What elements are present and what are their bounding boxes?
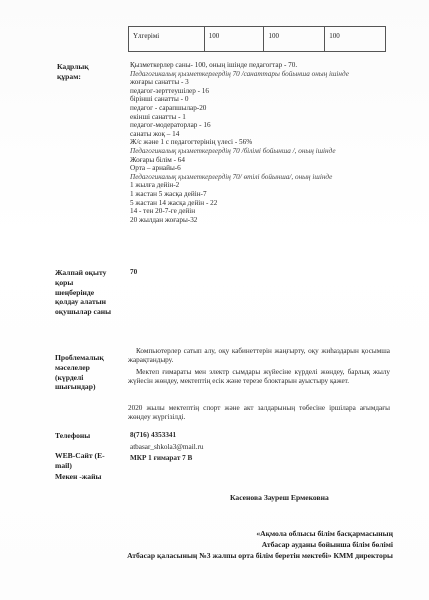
staff-line: педагог-модераторлар - 16 [130,121,211,130]
staff-label-line2: құрам: [57,71,81,81]
inclusive-label-line: оқушылар саны [55,307,112,317]
staff-line: педагог-зерттеушілер - 16 [130,86,209,95]
problems-label-line: Проблемалық [55,353,104,362]
problems-paragraph-3 [128,404,390,421]
inclusive-label-line: шеңберінде [55,287,95,297]
address-value: МКР 1 ғимарат 7 В [130,454,193,462]
staff-line: Жоғары білім - 64 [130,155,185,164]
staff-line: бірінші санатты - 0 [130,95,189,104]
problems-label-line: (күрделі [55,372,84,382]
staff-line: Орта – арнайы-6 [130,164,181,173]
staff-line: 14 - тен 20-7-ге дейін [130,207,196,216]
signature-line-3: Атбасар қаласының №3 жалпы орта білім беретін мектебі» КММ директоры [127,551,393,560]
staff-line: 20 жылдан жоғары-32 [130,215,198,224]
staff-list [130,61,349,224]
problems-text-2: Мектеп ғимараты мен электр сымдары жүйесіне күрделі жөндеу, барлық жылу жүйесін жөндеу, мектептің есік және терезе блоктарын ауыстыру қажет. [128,368,390,385]
table-cell-2: 100 [264,27,325,51]
staff-line: жоғары санатты - 3 [130,78,189,87]
inclusive-label [55,268,111,317]
staff-line: Педагогикалық қызметкерлердің 70/ өтілі бойынша/, оның ішінде [130,172,333,181]
problems-paragraph-1 [128,347,390,364]
inclusive-label-line: қолдау алатын [55,297,107,307]
staff-line: 5 жастан 14 жасқа дейін - 22 [130,198,218,207]
phone-value: 8(716) 4353341 [130,431,177,439]
problems-paragraph-2 [128,368,390,385]
web-label-line1: WEB-Сайт (E- [55,451,105,460]
phone-label: Телефоны [55,431,91,440]
staff-line: педагог - сарапшылар-20 [130,103,207,112]
director-name: Касенова Зауреш Ермековна [230,493,329,502]
address-label: Мекен -жайы [55,472,102,481]
staff-line: 1 жастан 5 жасқа дейін-7 [130,189,207,198]
table-cell-1: 100 [205,27,265,51]
staff-line: санаты жоқ – 14 [130,129,180,138]
problems-label-line: мәселелер [55,362,90,372]
inclusive-label-line: Жалпай оқыту [55,268,107,277]
problems-text-1: Компьютерлер сатып алу, оқу кабинеттерін жаңғырту, оқу жиһаздарын қосымша жарақтандыру. [128,347,390,364]
staff-label [57,62,89,82]
staff-line: екінші санатты - 1 [130,112,186,121]
staff-line: Ж/с және 1 с педагогтерінің үлесі - 56% [130,138,253,147]
staff-line: 1 жылға дейін-2 [130,181,180,190]
problems-label [55,353,104,392]
performance-table-row [128,26,386,52]
web-label-line2: mail) [55,460,72,470]
problems-text-3: 2020 жылы мектептің спорт және акт залдарының төбесіне іршілара ағымдағы жөндеу жүргізілді. [128,404,390,421]
staff-label-line1: Кадрлық [57,62,89,71]
email-value[interactable]: atbasar_shkola3@mail.ru [130,443,204,451]
inclusive-label-line: қоры [55,277,74,287]
web-label [55,451,105,471]
signature-line-2: Атбасар ауданы бойынша білім бөлімі [261,540,393,549]
table-row-label: Үлгерімі [129,27,205,51]
inclusive-value: 70 [130,268,138,276]
signature-line-1: «Ақмола облысы білім басқармасының [256,529,393,538]
problems-label-line: шығындар) [55,382,96,392]
staff-line: Педагогикалық қызметкерлердің 70 /санаттары бойынша оның ішінде [130,69,349,78]
table-cell-3: 100 [329,32,340,40]
staff-line: Қызметкерлер саны- 100, оның ішінде педагогтар - 70. [130,61,298,69]
staff-line: Педагогикалық қызметкерлердің 70 /білімі бойынша /, оның ішінде [130,146,336,155]
